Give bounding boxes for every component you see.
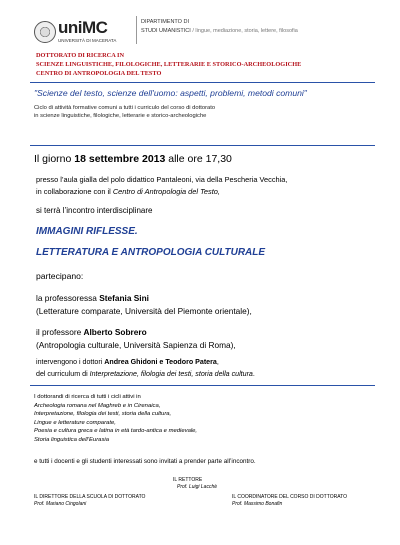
lower-rule <box>30 385 375 386</box>
university-logo-subtitle: UNIVERSITÀ DI MACERATA <box>58 38 117 43</box>
event-date: Il giorno 18 settembre 2013 alle ore 17,30 <box>34 153 232 165</box>
cycle-item: Poesia e cultura greca e latina in età tardo-antica e medievale, <box>34 428 198 435</box>
cycle-item: Lingue e letterature comparate, <box>34 419 116 426</box>
speakers: intervengono i dottori Andrea Ghidoni e Teodoro Patera, del curriculum di Interpretazione, filologia dei testi, storia della cultura. <box>36 358 255 378</box>
invitation-closing: e tutti i docenti e gli studenti interessati sono invitati a prender parte all’incontro. <box>34 458 256 465</box>
cycle-item: Archeologia romana nel Maghreb e in Cirenaica, <box>34 402 161 409</box>
event-title-line2: LETTERATURA E ANTROPOLOGIA CULTURALE <box>36 247 266 258</box>
university-logo: uniMC <box>58 18 108 37</box>
participant-sini: la professoressa Stefania Sini (Letterature comparate, Università del Piemonte orientale), <box>36 293 252 316</box>
cycle-title: "Scienze del testo, scienze dell'uomo: aspetti, problemi, metodi comuni" <box>34 88 307 98</box>
cycle-item: Storia linguistica dell’Eurasia <box>34 436 109 443</box>
middle-rule <box>30 145 375 146</box>
participants-label: partecipano: <box>36 271 84 281</box>
department-name: STUDI UMANISTICI / lingue, mediazione, storia, lettere, filosofia <box>141 28 298 34</box>
top-rule <box>30 82 375 83</box>
cycle-description: Ciclo di attività formative comuni a tutti i curriculo del corso di dottorato in scienze linguistiche, filologiche, letterarie e storico-archeologiche <box>34 105 216 119</box>
header-divider <box>136 16 137 44</box>
department-label: DIPARTIMENTO DI <box>141 19 189 25</box>
event-venue: presso l’aula gialla del polo didattico Pantaleoni, via della Pescheria Vecchia, in collaborazione con il Centro di Antropologia del Testo, <box>36 175 288 196</box>
signature-rector: IL RETTORE Prof. Luigi Lacchè <box>173 477 218 490</box>
meeting-announcement: si terrà l’incontro interdisciplinare <box>36 206 153 215</box>
participant-sobrero: il professore Alberto Sobrero (Antropologia culturale, Università Sapienza di Roma), <box>36 327 236 350</box>
event-title-line1: IMMAGINI RIFLESSE. <box>36 226 138 237</box>
doctorate-heading: DOTTORATO DI RICERCA IN SCIENZE LINGUISTICHE, FILOLOGICHE, LETTERARIE E STORICO-ARCHEOLOGICHE CENTRO DI ANTROPOLOGIA DEL TESTO <box>36 52 302 77</box>
cycle-item: Interpretazione, filologia dei testi, storia della cultura, <box>34 411 172 418</box>
invitation-block: I dottorandi di ricerca di tutti i cicli attivi in Archeologia romana nel Maghreb e in Cirenaica, Interpretazione, filologia dei testi, storia della cultura, Lingue e letterature comparate, Poesia e cultura greca e latina in età tardo-antica e medievale, Storia linguistica dell’Eurasia <box>34 394 198 443</box>
university-seal-icon <box>34 21 56 43</box>
signature-coordinator: IL COORDINATORE DEL CORSO DI DOTTORATO Prof. Massimo Bonafin <box>232 494 348 507</box>
signature-director: IL DIRETTORE DELLA SCUOLA DI DOTTORATO Prof. Mariano Cingolani <box>34 494 146 507</box>
